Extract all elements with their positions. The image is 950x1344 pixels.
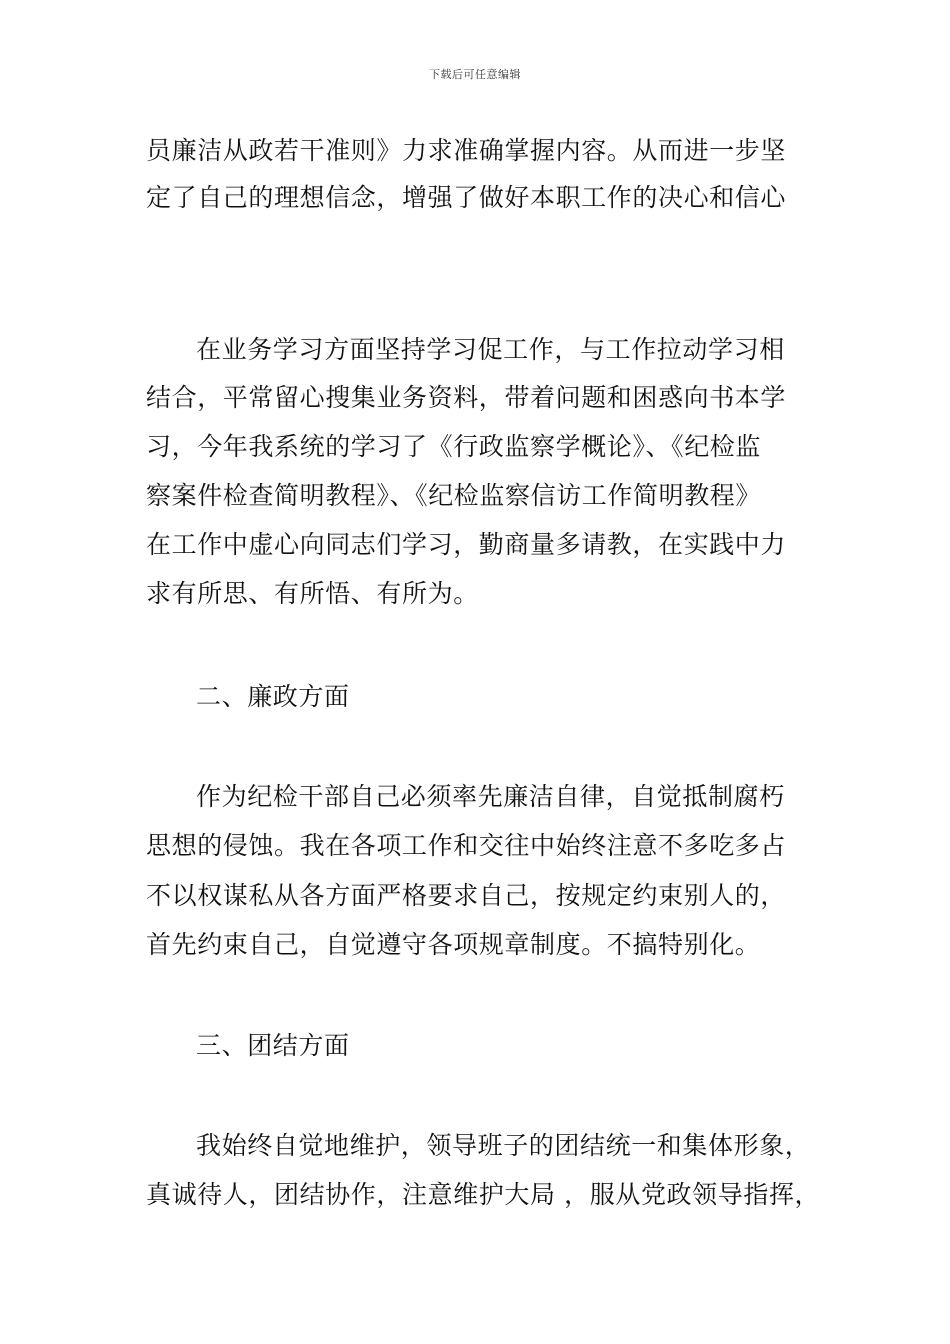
paragraph-line: 思想的侵蚀。我在各项工作和交往中始终注意不多吃多占 bbox=[146, 831, 787, 860]
paragraph-line: 习，今年我系统的学习了《行政监察学概论》、《纪检监 bbox=[146, 432, 762, 461]
paragraph-line: 真诚待人，团结协作，注意维护大局 ，服从党政领导指挥， bbox=[146, 1180, 821, 1209]
paragraph-line: 我始终自觉地维护，领导班子的团结统一和集体形象， bbox=[196, 1131, 811, 1160]
paragraph-line: 不以权谋私从各方面严格要求自己，按规定约束别人的， bbox=[146, 881, 787, 910]
page-header: 下载后可任意编辑 bbox=[429, 68, 521, 81]
paragraph-line: 员廉洁从政若干准则》力求准确掌握内容。从而进一步坚 bbox=[146, 136, 787, 165]
paragraph-line: 作为纪检干部自己必须率先廉洁自律，自觉抵制腐朽 bbox=[196, 782, 785, 811]
section-heading-unity: 三、团结方面 bbox=[196, 1031, 350, 1060]
paragraph-line: 察案件检查简明教程》、《纪检监察信访工作简明教程》 bbox=[146, 481, 762, 510]
paragraph-line: 定了自己的理想信念，增强了做好本职工作的决心和信心 bbox=[146, 183, 787, 212]
paragraph-line: 在工作中虚心向同志们学习，勤商量多请教，在实践中力 bbox=[146, 530, 787, 559]
paragraph-line: 结合，平常留心搜集业务资料，带着问题和困惑向书本学 bbox=[146, 383, 787, 412]
paragraph-line: 在业务学习方面坚持学习促工作，与工作拉动学习相 bbox=[196, 335, 785, 364]
paragraph-line: 首先约束自己，自觉遵守各项规章制度。不搞特别化。 bbox=[146, 930, 761, 959]
paragraph-line: 求有所思、有所悟、有所为。 bbox=[146, 579, 479, 608]
section-heading-integrity: 二、廉政方面 bbox=[196, 682, 350, 711]
